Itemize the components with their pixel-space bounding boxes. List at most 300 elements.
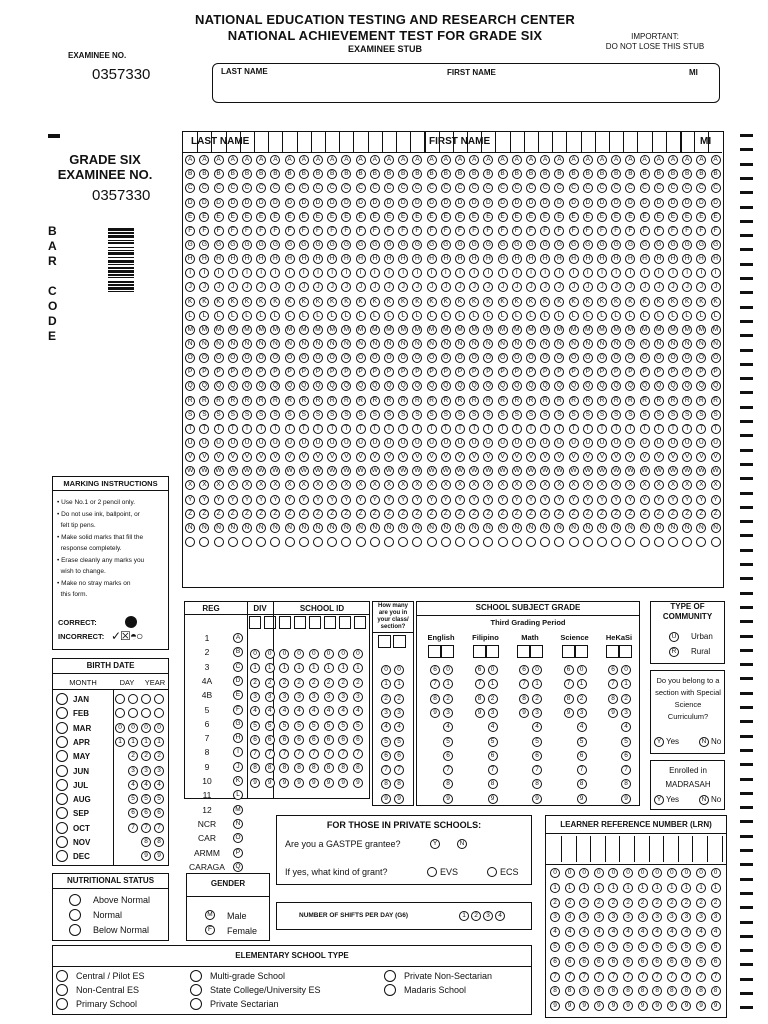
name-bubble[interactable]: Ñ	[469, 523, 479, 533]
stub-name-box[interactable]	[212, 63, 720, 103]
birth-digit-bubble[interactable]	[154, 708, 164, 718]
name-bubble[interactable]: F	[654, 226, 664, 236]
name-bubble[interactable]: I	[625, 268, 635, 278]
name-bubble[interactable]: W	[343, 467, 350, 475]
lrn-bubble[interactable]: 7	[696, 972, 706, 982]
name-bubble[interactable]: Ñ	[569, 523, 579, 533]
name-bubble[interactable]: Q	[611, 381, 621, 391]
name-bubble[interactable]: W	[456, 467, 464, 475]
grade-write-box[interactable]	[486, 645, 499, 658]
urban-bubble[interactable]: U	[669, 632, 679, 642]
name-bubble[interactable]: K	[356, 297, 366, 307]
name-bubble[interactable]: S	[327, 410, 337, 420]
name-bubble[interactable]: P	[554, 367, 564, 377]
name-bubble[interactable]: B	[512, 169, 522, 179]
lrn-bubble[interactable]: 3	[667, 912, 677, 922]
name-bubble[interactable]: Ñ	[313, 523, 323, 533]
name-bubble[interactable]	[242, 537, 252, 547]
name-bubble[interactable]: H	[313, 254, 323, 264]
section-bubble[interactable]: 8	[394, 779, 404, 789]
name-bubble[interactable]: S	[583, 410, 593, 420]
lrn-bubble[interactable]: 8	[579, 986, 589, 996]
grade-ones-bubble[interactable]: 1	[488, 679, 498, 689]
name-bubble[interactable]: O	[625, 353, 635, 363]
lrn-bubble[interactable]: 0	[550, 868, 560, 878]
lrn-bubble[interactable]: 1	[681, 883, 691, 893]
region-bubble[interactable]: G	[233, 719, 243, 729]
lrn-bubble[interactable]: 2	[594, 898, 604, 908]
lrn-bubble[interactable]: 9	[681, 1001, 691, 1011]
name-bubble[interactable]: Z	[469, 509, 479, 519]
name-bubble[interactable]: Q	[469, 381, 479, 391]
name-bubble[interactable]: K	[242, 297, 252, 307]
name-bubble[interactable]: L	[384, 311, 394, 321]
school-id-bubble[interactable]: 9	[250, 778, 260, 788]
grade-tens-bubble[interactable]: 6	[475, 665, 485, 675]
section-bubble[interactable]: 6	[394, 751, 404, 761]
school-id-bubble[interactable]: 3	[294, 692, 304, 702]
lrn-bubble[interactable]: 5	[594, 942, 604, 952]
name-bubble[interactable]: W	[428, 467, 435, 475]
name-bubble[interactable]: E	[313, 212, 323, 222]
grade-ones-bubble[interactable]: 9	[621, 794, 631, 804]
name-bubble[interactable]: N	[498, 339, 508, 349]
name-bubble[interactable]: L	[285, 311, 295, 321]
name-bubble[interactable]: G	[384, 240, 394, 250]
name-bubble[interactable]: A	[554, 155, 564, 165]
name-bubble[interactable]: X	[483, 480, 493, 490]
name-bubble[interactable]: Y	[696, 495, 706, 505]
name-bubble[interactable]: A	[185, 155, 195, 165]
name-bubble[interactable]: Z	[554, 509, 564, 519]
name-bubble[interactable]: A	[611, 155, 621, 165]
lrn-bubble[interactable]: 8	[711, 986, 721, 996]
lrn-bubble[interactable]: 1	[652, 883, 662, 893]
name-bubble[interactable]: A	[455, 155, 465, 165]
school-id-bubble[interactable]: 8	[250, 763, 260, 773]
name-bubble[interactable]: T	[242, 424, 252, 434]
lrn-bubble[interactable]: 4	[638, 927, 648, 937]
grade-ones-bubble[interactable]: 5	[443, 737, 453, 747]
name-bubble[interactable]: A	[242, 155, 252, 165]
name-bubble[interactable]: E	[270, 212, 280, 222]
grade-ones-bubble[interactable]: 2	[577, 694, 587, 704]
school-id-bubble[interactable]: 9	[279, 778, 289, 788]
name-bubble[interactable]: B	[498, 169, 508, 179]
name-bubble[interactable]: K	[341, 297, 351, 307]
birth-digit-bubble[interactable]: 4	[128, 780, 138, 790]
name-bubble[interactable]: W	[371, 467, 378, 475]
name-bubble[interactable]: F	[356, 226, 366, 236]
school-id-bubble[interactable]: 0	[324, 649, 334, 659]
name-bubble[interactable]: R	[214, 396, 224, 406]
name-bubble[interactable]: Ñ	[512, 523, 522, 533]
name-bubble[interactable]: E	[384, 212, 394, 222]
name-bubble[interactable]: H	[384, 254, 394, 264]
name-bubble[interactable]: E	[398, 212, 408, 222]
name-bubble[interactable]: P	[583, 367, 593, 377]
name-bubble[interactable]: F	[313, 226, 323, 236]
name-bubble[interactable]: A	[583, 155, 593, 165]
name-bubble[interactable]: L	[469, 311, 479, 321]
name-bubble[interactable]: S	[711, 410, 721, 420]
name-bubble[interactable]: A	[327, 155, 337, 165]
name-bubble[interactable]: Q	[370, 381, 380, 391]
name-bubble[interactable]: Ñ	[611, 523, 621, 533]
name-bubble[interactable]: A	[696, 155, 706, 165]
name-bubble[interactable]: Ñ	[398, 523, 408, 533]
name-bubble[interactable]: D	[313, 198, 323, 208]
school-id-bubble[interactable]: 6	[338, 735, 348, 745]
name-bubble[interactable]: N	[654, 339, 664, 349]
name-bubble[interactable]: W	[527, 467, 535, 475]
lrn-bubble[interactable]: 5	[711, 942, 721, 952]
birth-digit-bubble[interactable]: 0	[154, 723, 164, 733]
name-bubble[interactable]: N	[256, 339, 266, 349]
name-bubble[interactable]: F	[384, 226, 394, 236]
name-bubble[interactable]: F	[512, 226, 522, 236]
name-bubble[interactable]: J	[654, 282, 664, 292]
name-bubble[interactable]: Y	[356, 495, 366, 505]
name-bubble[interactable]: N	[341, 339, 351, 349]
name-bubble[interactable]: U	[711, 438, 721, 448]
month-bubble[interactable]	[56, 722, 68, 734]
name-bubble[interactable]: G	[540, 240, 550, 250]
name-bubble[interactable]: N	[554, 339, 564, 349]
id-write-box[interactable]	[279, 616, 291, 629]
name-bubble[interactable]: T	[668, 424, 678, 434]
name-bubble[interactable]: G	[214, 240, 224, 250]
name-bubble[interactable]: B	[569, 169, 579, 179]
name-bubble[interactable]: P	[285, 367, 295, 377]
name-bubble[interactable]: D	[228, 198, 238, 208]
name-bubble[interactable]: S	[569, 410, 579, 420]
name-bubble[interactable]: O	[398, 353, 408, 363]
school-id-bubble[interactable]: 6	[279, 735, 289, 745]
region-bubble[interactable]: M	[233, 805, 243, 815]
private-non-sectarian-bubble[interactable]	[384, 970, 396, 982]
lrn-bubble[interactable]: 7	[711, 972, 721, 982]
name-bubble[interactable]: E	[625, 212, 635, 222]
name-bubble[interactable]: L	[654, 311, 664, 321]
name-bubble[interactable]: V	[540, 452, 550, 462]
name-bubble[interactable]: M	[597, 325, 607, 335]
name-bubble[interactable]: W	[485, 467, 492, 475]
name-bubble[interactable]: H	[640, 254, 650, 264]
name-bubble[interactable]: T	[597, 424, 607, 434]
name-bubble[interactable]: B	[654, 169, 664, 179]
name-bubble[interactable]: G	[242, 240, 252, 250]
name-bubble[interactable]: Z	[384, 509, 394, 519]
name-bubble[interactable]: G	[640, 240, 650, 250]
name-bubble[interactable]: A	[384, 155, 394, 165]
name-bubble[interactable]: G	[412, 240, 422, 250]
name-bubble[interactable]: N	[469, 339, 479, 349]
name-bubble[interactable]	[384, 537, 394, 547]
name-bubble[interactable]: V	[711, 452, 721, 462]
name-bubble[interactable]: J	[569, 282, 579, 292]
name-bubble[interactable]: D	[498, 198, 508, 208]
name-bubble[interactable]: C	[625, 183, 635, 193]
name-bubble[interactable]: Q	[341, 381, 351, 391]
name-bubble[interactable]: Y	[682, 495, 692, 505]
name-bubble[interactable]: U	[313, 438, 323, 448]
name-bubble[interactable]: D	[270, 198, 280, 208]
name-bubble[interactable]: F	[526, 226, 536, 236]
name-bubble[interactable]: W	[542, 467, 549, 475]
name-bubble[interactable]: Q	[483, 381, 493, 391]
name-bubble[interactable]: F	[398, 226, 408, 236]
name-bubble[interactable]: V	[583, 452, 593, 462]
name-bubble[interactable]: X	[398, 480, 408, 490]
name-bubble[interactable]: V	[313, 452, 323, 462]
name-bubble[interactable]: U	[412, 438, 422, 448]
madaris-bubble[interactable]	[384, 984, 396, 996]
name-bubble[interactable]: L	[483, 311, 493, 321]
name-bubble[interactable]: Ñ	[356, 523, 366, 533]
name-bubble[interactable]: Y	[313, 495, 323, 505]
name-bubble[interactable]: Ñ	[384, 523, 394, 533]
name-bubble[interactable]: J	[398, 282, 408, 292]
name-bubble[interactable]: F	[625, 226, 635, 236]
name-bubble[interactable]: Y	[256, 495, 266, 505]
name-bubble[interactable]: A	[313, 155, 323, 165]
name-bubble[interactable]: J	[512, 282, 522, 292]
name-bubble[interactable]: T	[483, 424, 493, 434]
name-bubble[interactable]: M	[199, 325, 209, 335]
month-bubble[interactable]	[56, 707, 68, 719]
grade-write-box[interactable]	[473, 645, 486, 658]
name-bubble[interactable]: E	[469, 212, 479, 222]
name-bubble[interactable]: K	[597, 297, 607, 307]
name-bubble[interactable]: Z	[569, 509, 579, 519]
name-bubble[interactable]: R	[441, 396, 451, 406]
name-bubble[interactable]: M	[398, 325, 408, 335]
name-bubble[interactable]: B	[682, 169, 692, 179]
name-bubble[interactable]: X	[214, 480, 224, 490]
section-bubble[interactable]: 8	[381, 779, 391, 789]
name-bubble[interactable]: H	[625, 254, 635, 264]
name-bubble[interactable]: P	[654, 367, 664, 377]
name-bubble[interactable]: Z	[441, 509, 451, 519]
school-id-bubble[interactable]: 0	[338, 649, 348, 659]
name-bubble[interactable]: G	[611, 240, 621, 250]
name-bubble[interactable]	[483, 537, 493, 547]
name-bubble[interactable]: N	[597, 339, 607, 349]
birth-digit-bubble[interactable]: 9	[141, 851, 151, 861]
name-bubble[interactable]	[327, 537, 337, 547]
school-id-bubble[interactable]: 8	[279, 763, 289, 773]
name-bubble[interactable]: J	[370, 282, 380, 292]
name-bubble[interactable]	[526, 537, 536, 547]
name-bubble[interactable]: J	[341, 282, 351, 292]
name-bubble[interactable]: R	[512, 396, 522, 406]
name-bubble[interactable]: L	[313, 311, 323, 321]
name-bubble[interactable]: K	[427, 297, 437, 307]
name-bubble[interactable]: U	[299, 438, 309, 448]
grade-ones-bubble[interactable]: 6	[532, 751, 542, 761]
school-id-bubble[interactable]: 1	[353, 663, 363, 673]
name-bubble[interactable]: V	[668, 452, 678, 462]
gastpe-no-bubble[interactable]: N	[457, 839, 467, 849]
name-bubble[interactable]: G	[341, 240, 351, 250]
name-bubble[interactable]: W	[229, 467, 236, 475]
name-bubble[interactable]: U	[696, 438, 706, 448]
birth-digit-bubble[interactable]: 6	[154, 808, 164, 818]
name-bubble[interactable]: D	[412, 198, 422, 208]
grade-ones-bubble[interactable]: 9	[488, 794, 498, 804]
name-bubble[interactable]: H	[483, 254, 493, 264]
name-bubble[interactable]: P	[228, 367, 238, 377]
name-bubble[interactable]: S	[256, 410, 266, 420]
lrn-bubble[interactable]: 3	[579, 912, 589, 922]
name-bubble[interactable]: D	[384, 198, 394, 208]
lrn-bubble[interactable]: 0	[681, 868, 691, 878]
id-write-box[interactable]	[264, 616, 276, 629]
name-bubble[interactable]	[185, 537, 195, 547]
name-bubble[interactable]: Z	[199, 509, 209, 519]
name-bubble[interactable]: F	[711, 226, 721, 236]
name-bubble[interactable]: L	[526, 311, 536, 321]
name-bubble[interactable]: A	[341, 155, 351, 165]
name-bubble[interactable]: V	[483, 452, 493, 462]
name-bubble[interactable]: U	[498, 438, 508, 448]
name-bubble[interactable]: H	[441, 254, 451, 264]
name-bubble[interactable]: X	[711, 480, 721, 490]
name-bubble[interactable]: Z	[696, 509, 706, 519]
lrn-bubble[interactable]: 5	[681, 942, 691, 952]
name-bubble[interactable]: W	[272, 467, 279, 475]
name-bubble[interactable]: C	[313, 183, 323, 193]
name-bubble[interactable]: J	[327, 282, 337, 292]
name-bubble[interactable]: B	[583, 169, 593, 179]
name-bubble[interactable]: Ñ	[270, 523, 280, 533]
name-bubble[interactable]: X	[199, 480, 209, 490]
grade-ones-bubble[interactable]: 2	[621, 694, 631, 704]
name-bubble[interactable]: Ñ	[412, 523, 422, 533]
grade-ones-bubble[interactable]: 2	[488, 694, 498, 704]
name-bubble[interactable]: L	[512, 311, 522, 321]
name-bubble[interactable]: J	[427, 282, 437, 292]
name-bubble[interactable]: X	[299, 480, 309, 490]
name-bubble[interactable]	[625, 537, 635, 547]
name-bubble[interactable]: N	[370, 339, 380, 349]
name-bubble[interactable]: Q	[327, 381, 337, 391]
name-bubble[interactable]: R	[640, 396, 650, 406]
name-bubble[interactable]: Y	[469, 495, 479, 505]
lrn-bubble[interactable]: 9	[565, 1001, 575, 1011]
name-bubble[interactable]: Ñ	[483, 523, 493, 533]
name-bubble[interactable]: L	[625, 311, 635, 321]
name-bubble[interactable]: C	[611, 183, 621, 193]
lrn-bubble[interactable]: 1	[608, 883, 618, 893]
name-bubble[interactable]: R	[370, 396, 380, 406]
name-bubble[interactable]: N	[313, 339, 323, 349]
name-bubble[interactable]: G	[455, 240, 465, 250]
name-bubble[interactable]: R	[554, 396, 564, 406]
name-bubble[interactable]: C	[327, 183, 337, 193]
lrn-bubble[interactable]: 0	[711, 868, 721, 878]
name-bubble[interactable]: X	[654, 480, 664, 490]
name-bubble[interactable]: O	[512, 353, 522, 363]
school-id-bubble[interactable]: 9	[309, 778, 319, 788]
name-bubble[interactable]: E	[299, 212, 309, 222]
name-bubble[interactable]: I	[256, 268, 266, 278]
name-bubble[interactable]: Q	[569, 381, 579, 391]
name-bubble[interactable]: D	[427, 198, 437, 208]
name-bubble[interactable]: C	[469, 183, 479, 193]
name-bubble[interactable]	[441, 537, 451, 547]
name-bubble[interactable]: J	[469, 282, 479, 292]
central-pilot-bubble[interactable]	[56, 970, 68, 982]
lrn-bubble[interactable]: 9	[550, 1001, 560, 1011]
name-bubble[interactable]: X	[185, 480, 195, 490]
lrn-bubble[interactable]: 9	[667, 1001, 677, 1011]
lrn-bubble[interactable]: 6	[565, 957, 575, 967]
name-bubble[interactable]: D	[483, 198, 493, 208]
name-bubble[interactable]: M	[640, 325, 650, 335]
name-bubble[interactable]: M	[214, 325, 224, 335]
lrn-bubble[interactable]: 4	[550, 927, 560, 937]
name-bubble[interactable]: K	[682, 297, 692, 307]
name-bubble[interactable]: C	[668, 183, 678, 193]
name-bubble[interactable]: D	[668, 198, 678, 208]
name-bubble[interactable]: Q	[299, 381, 309, 391]
school-id-bubble[interactable]: 3	[324, 692, 334, 702]
name-bubble[interactable]: Y	[341, 495, 351, 505]
school-id-bubble[interactable]: 5	[265, 721, 275, 731]
name-bubble[interactable]: A	[682, 155, 692, 165]
name-bubble[interactable]: K	[711, 297, 721, 307]
name-bubble[interactable]: K	[185, 297, 195, 307]
name-bubble[interactable]: L	[398, 311, 408, 321]
name-bubble[interactable]: W	[357, 467, 364, 475]
name-bubble[interactable]: E	[483, 212, 493, 222]
school-id-bubble[interactable]: 2	[353, 678, 363, 688]
name-bubble[interactable]: B	[299, 169, 309, 179]
school-id-bubble[interactable]: 2	[294, 678, 304, 688]
name-bubble[interactable]: W	[499, 467, 506, 475]
name-bubble[interactable]: C	[185, 183, 195, 193]
grade-ones-bubble[interactable]: 3	[621, 708, 631, 718]
name-bubble[interactable]: H	[341, 254, 351, 264]
name-bubble[interactable]: R	[498, 396, 508, 406]
name-bubble[interactable]: K	[441, 297, 451, 307]
name-bubble[interactable]: Y	[654, 495, 664, 505]
lrn-write-box[interactable]	[637, 836, 650, 862]
name-bubble[interactable]: O	[256, 353, 266, 363]
name-bubble[interactable]: T	[455, 424, 465, 434]
lrn-bubble[interactable]: 1	[638, 883, 648, 893]
name-bubble[interactable]: M	[242, 325, 252, 335]
region-bubble[interactable]: O	[233, 833, 243, 843]
name-bubble[interactable]: F	[668, 226, 678, 236]
name-bubble[interactable]: W	[243, 467, 251, 475]
school-id-bubble[interactable]: 3	[250, 692, 260, 702]
grade-ones-bubble[interactable]: 0	[443, 665, 453, 675]
name-bubble[interactable]: R	[299, 396, 309, 406]
name-bubble[interactable]: I	[540, 268, 550, 278]
name-bubble[interactable]: O	[384, 353, 394, 363]
name-bubble[interactable]: I	[583, 268, 593, 278]
rural-bubble[interactable]: R	[669, 647, 679, 657]
name-bubble[interactable]	[398, 537, 408, 547]
school-id-bubble[interactable]: 4	[294, 706, 304, 716]
name-bubble[interactable]: G	[583, 240, 593, 250]
name-bubble[interactable]: Q	[654, 381, 664, 391]
lrn-bubble[interactable]: 9	[608, 1001, 618, 1011]
name-bubble[interactable]: E	[427, 212, 437, 222]
